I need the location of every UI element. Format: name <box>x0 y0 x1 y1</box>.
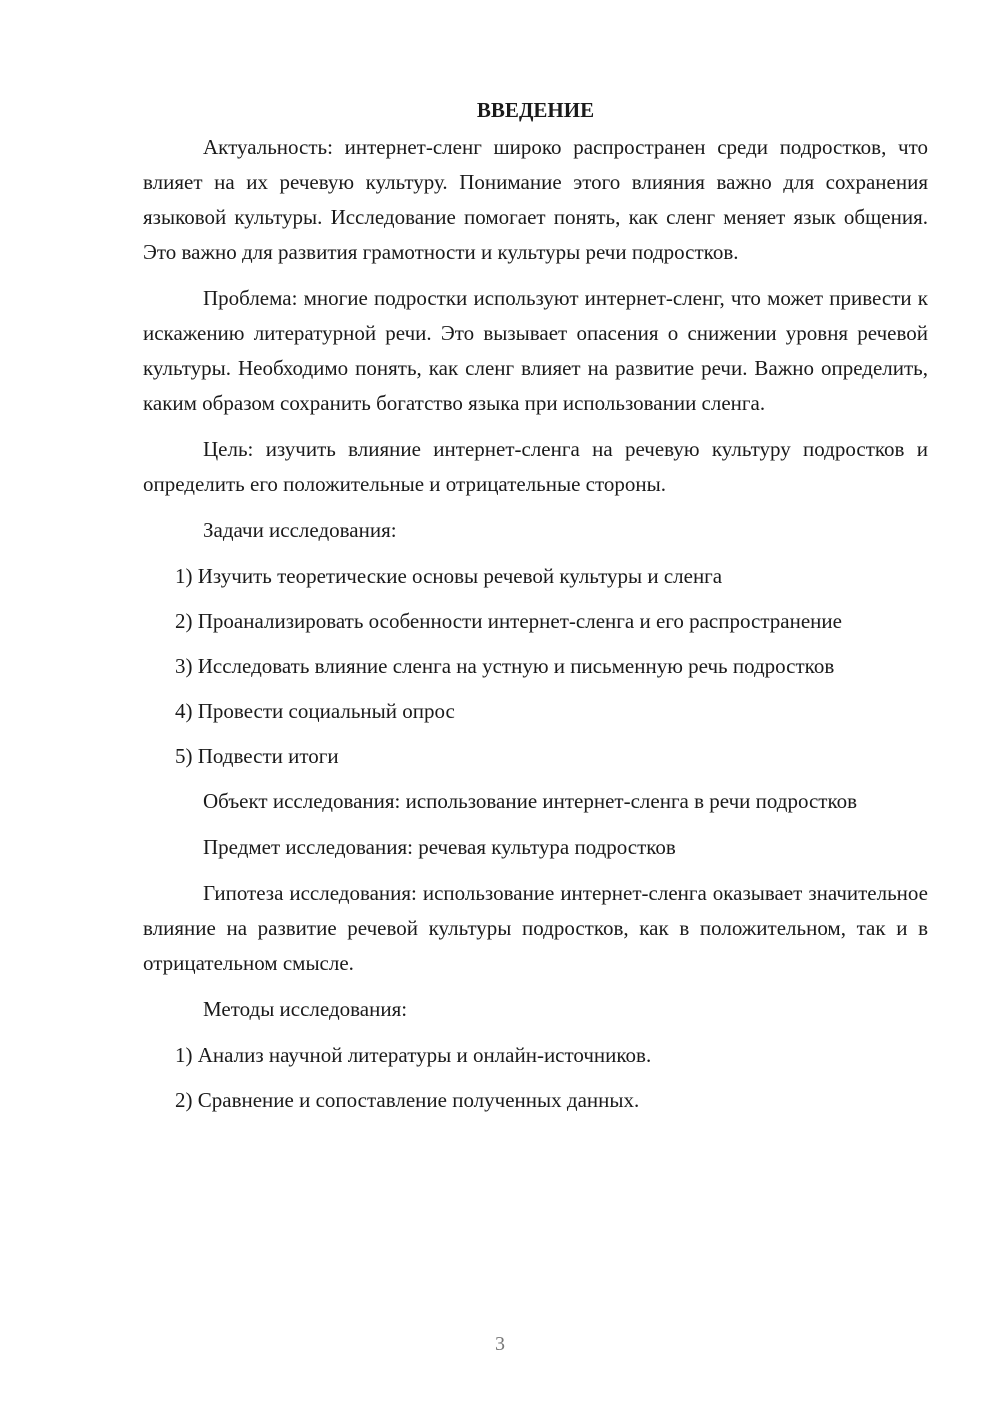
method-item: 1) Анализ научной литературы и онлайн-источников. <box>175 1043 652 1067</box>
methods-heading: Методы исследования: <box>203 997 408 1021</box>
subject-paragraph: Предмет исследования: речевая культура подростков <box>203 835 676 859</box>
task-item: 4) Провести социальный опрос <box>175 699 455 723</box>
task-item: 3) Исследовать влияние сленга на устную и письменную речь подростков <box>175 654 835 678</box>
task-item: 2) Проанализировать особенности интернет-сленга и его распространение <box>175 609 842 633</box>
document-page <box>143 95 928 1128</box>
goal-paragraph: Цель: изучить влияние интернет-сленга на речевую культуру подростков и определить его положительные и отрицательные стороны. <box>143 437 928 496</box>
relevance-paragraph: Актуальность: интернет-сленг широко распространен среди подростков, что влияет на их речевую культуру. Понимание этого влияния важно для сохранения языковой культуры. Исследование помогает понять, как сленг меняет язык общения. Это важно для развития грамотности и культуры речи подростков. <box>143 135 928 264</box>
tasks-heading: Задачи исследования: <box>203 518 397 542</box>
method-item: 2) Сравнение и сопоставление полученных данных. <box>175 1088 640 1112</box>
hypothesis-paragraph: Гипотеза исследования: использование интернет-сленга оказывает значительное влияние на развитие речевой культуры подростков, как в положительном, так и в отрицательном смысле. <box>143 881 928 975</box>
task-item: 5) Подвести итоги <box>175 744 339 768</box>
task-item: 1) Изучить теоретические основы речевой культуры и сленга <box>175 564 723 588</box>
page-number: 3 <box>495 1333 505 1355</box>
problem-paragraph: Проблема: многие подростки используют интернет-сленг, что может привести к искажению литературной речи. Это вызывает опасения о снижении уровня речевой культуры. Необходимо понять, как сленг влияет на развитие речи. Важно определить, каким образом сохранить богатство языка при использовании сленга. <box>143 286 928 415</box>
object-paragraph: Объект исследования: использование интернет-сленга в речи подростков <box>203 789 858 813</box>
section-title: ВВЕДЕНИЕ <box>476 98 595 122</box>
